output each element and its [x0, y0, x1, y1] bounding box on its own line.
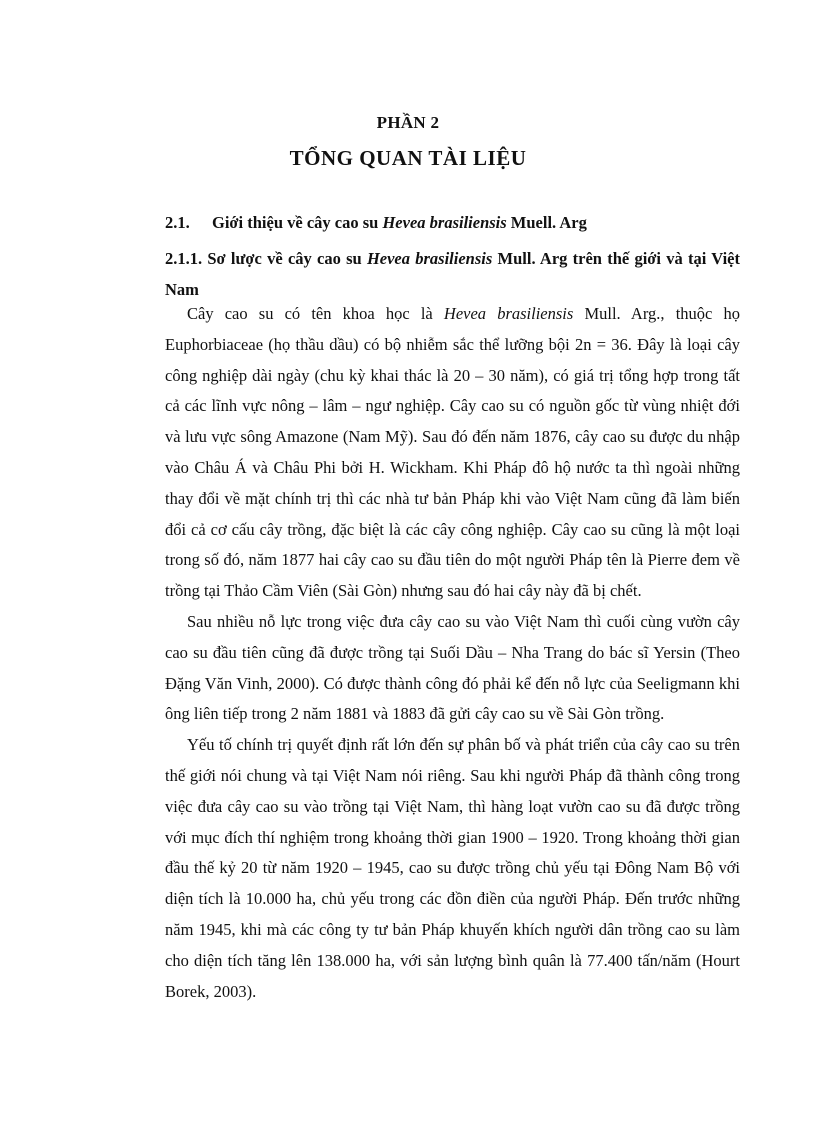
paragraph-3: Yếu tố chính trị quyết định rất lớn đến sự phân bố và phát triển của cây cao su trên thế giới nói chung và tại Việt Nam nói riêng. Sau khi người Pháp đã thành công trong việc đưa cây cao su vào trồng tại Việt Nam, thì hàng loạt vườn cao su đã được trồng với mục đích thí nghiệm trong khoảng thời gian 1900 – 1920. Trong khoảng thời gian đầu thế kỷ 20 từ năm 1920 – 1945, cao su được trồng chủ yếu tại Đông Nam Bộ với diện tích là 10.000 ha, chủ yếu trong các đồn điền của người Pháp. Đến trước những năm 1945, khi mà các công ty tư bản Pháp khuyến khích người dân trồng cao su làm cho diện tích tăng lên 138.000 ha, với sản lượng bình quân là 77.400 tấn/năm (Hourt Borek, 2003).: [165, 735, 740, 1001]
section-number: 2.1.1.: [165, 249, 203, 268]
paragraph-text: Mull. Arg., thuộc họ Euphorbiaceae (họ thầu dầu) có bộ nhiễm sắc thể lưỡng bội 2n = 36. Đây là loại cây công nghiệp dài ngày (chu kỳ khai thác là 20 – 30 năm), có giá trị tổng hợp trong tất cả các lĩnh vực nông – lâm – ngư nghiệp. Cây cao su có nguồn gốc từ vùng nhiệt đới và lưu vực sông Amazone (Nam Mỹ). Sau đó đến năm 1876, cây cao su được du nhập vào Châu Á và Châu Phi bởi H. Wickham. Khi Pháp đô hộ nước ta thì ngoài những thay đổi về mặt chính trị thì các nhà tư bản Pháp khi vào Việt Nam cũng đã làm biến đổi cả cơ cấu cây trồng, đặc biệt là các cây công nghiệp. Cây cao su cũng là một loại trong số đó, năm 1877 hai cây cao su đầu tiên do một người Pháp tên là Pierre đem về trồng tại Thảo Cầm Viên (Sài Gòn) nhưng sau đó hai cây này đã bị chết.: [165, 304, 741, 601]
species-name: Hevea brasiliensis: [382, 213, 507, 232]
section-text: Mull. Arg trên thế giới và tại Việt Nam: [165, 249, 740, 299]
section-heading-2-1: [165, 213, 740, 233]
paragraph-text: Cây cao su có tên khoa học là: [187, 304, 444, 323]
chapter-title: TỔNG QUAN TÀI LIỆU: [289, 146, 527, 170]
part-label: PHẦN 2: [376, 113, 440, 132]
section-text: Giới thiệu về cây cao su: [212, 213, 383, 232]
species-name: Hevea brasiliensis: [366, 249, 493, 268]
paragraph-1: [165, 299, 740, 607]
section-heading-2-1-1: [165, 244, 740, 306]
species-name: Hevea brasiliensis: [443, 304, 574, 323]
section-number: 2.1.: [165, 213, 190, 232]
section-text: Muell. Arg: [506, 213, 587, 232]
section-text: Sơ lược về cây cao su: [202, 249, 367, 268]
paragraph-2: Sau nhiều nỗ lực trong việc đưa cây cao su vào Việt Nam thì cuối cùng vườn cây cao su đầu tiên cũng đã được trồng tại Suối Dầu – Nha Trang do bác sĩ Yersin (Theo Đặng Văn Vinh, 2000). Có được thành công đó phải kể đến nỗ lực của Seeligmann khi ông liên tiếp trong 2 năm 1881 và 1883 đã gửi cây cao su về Sài Gòn trồng.: [165, 611, 740, 724]
body-text: [165, 299, 740, 1007]
